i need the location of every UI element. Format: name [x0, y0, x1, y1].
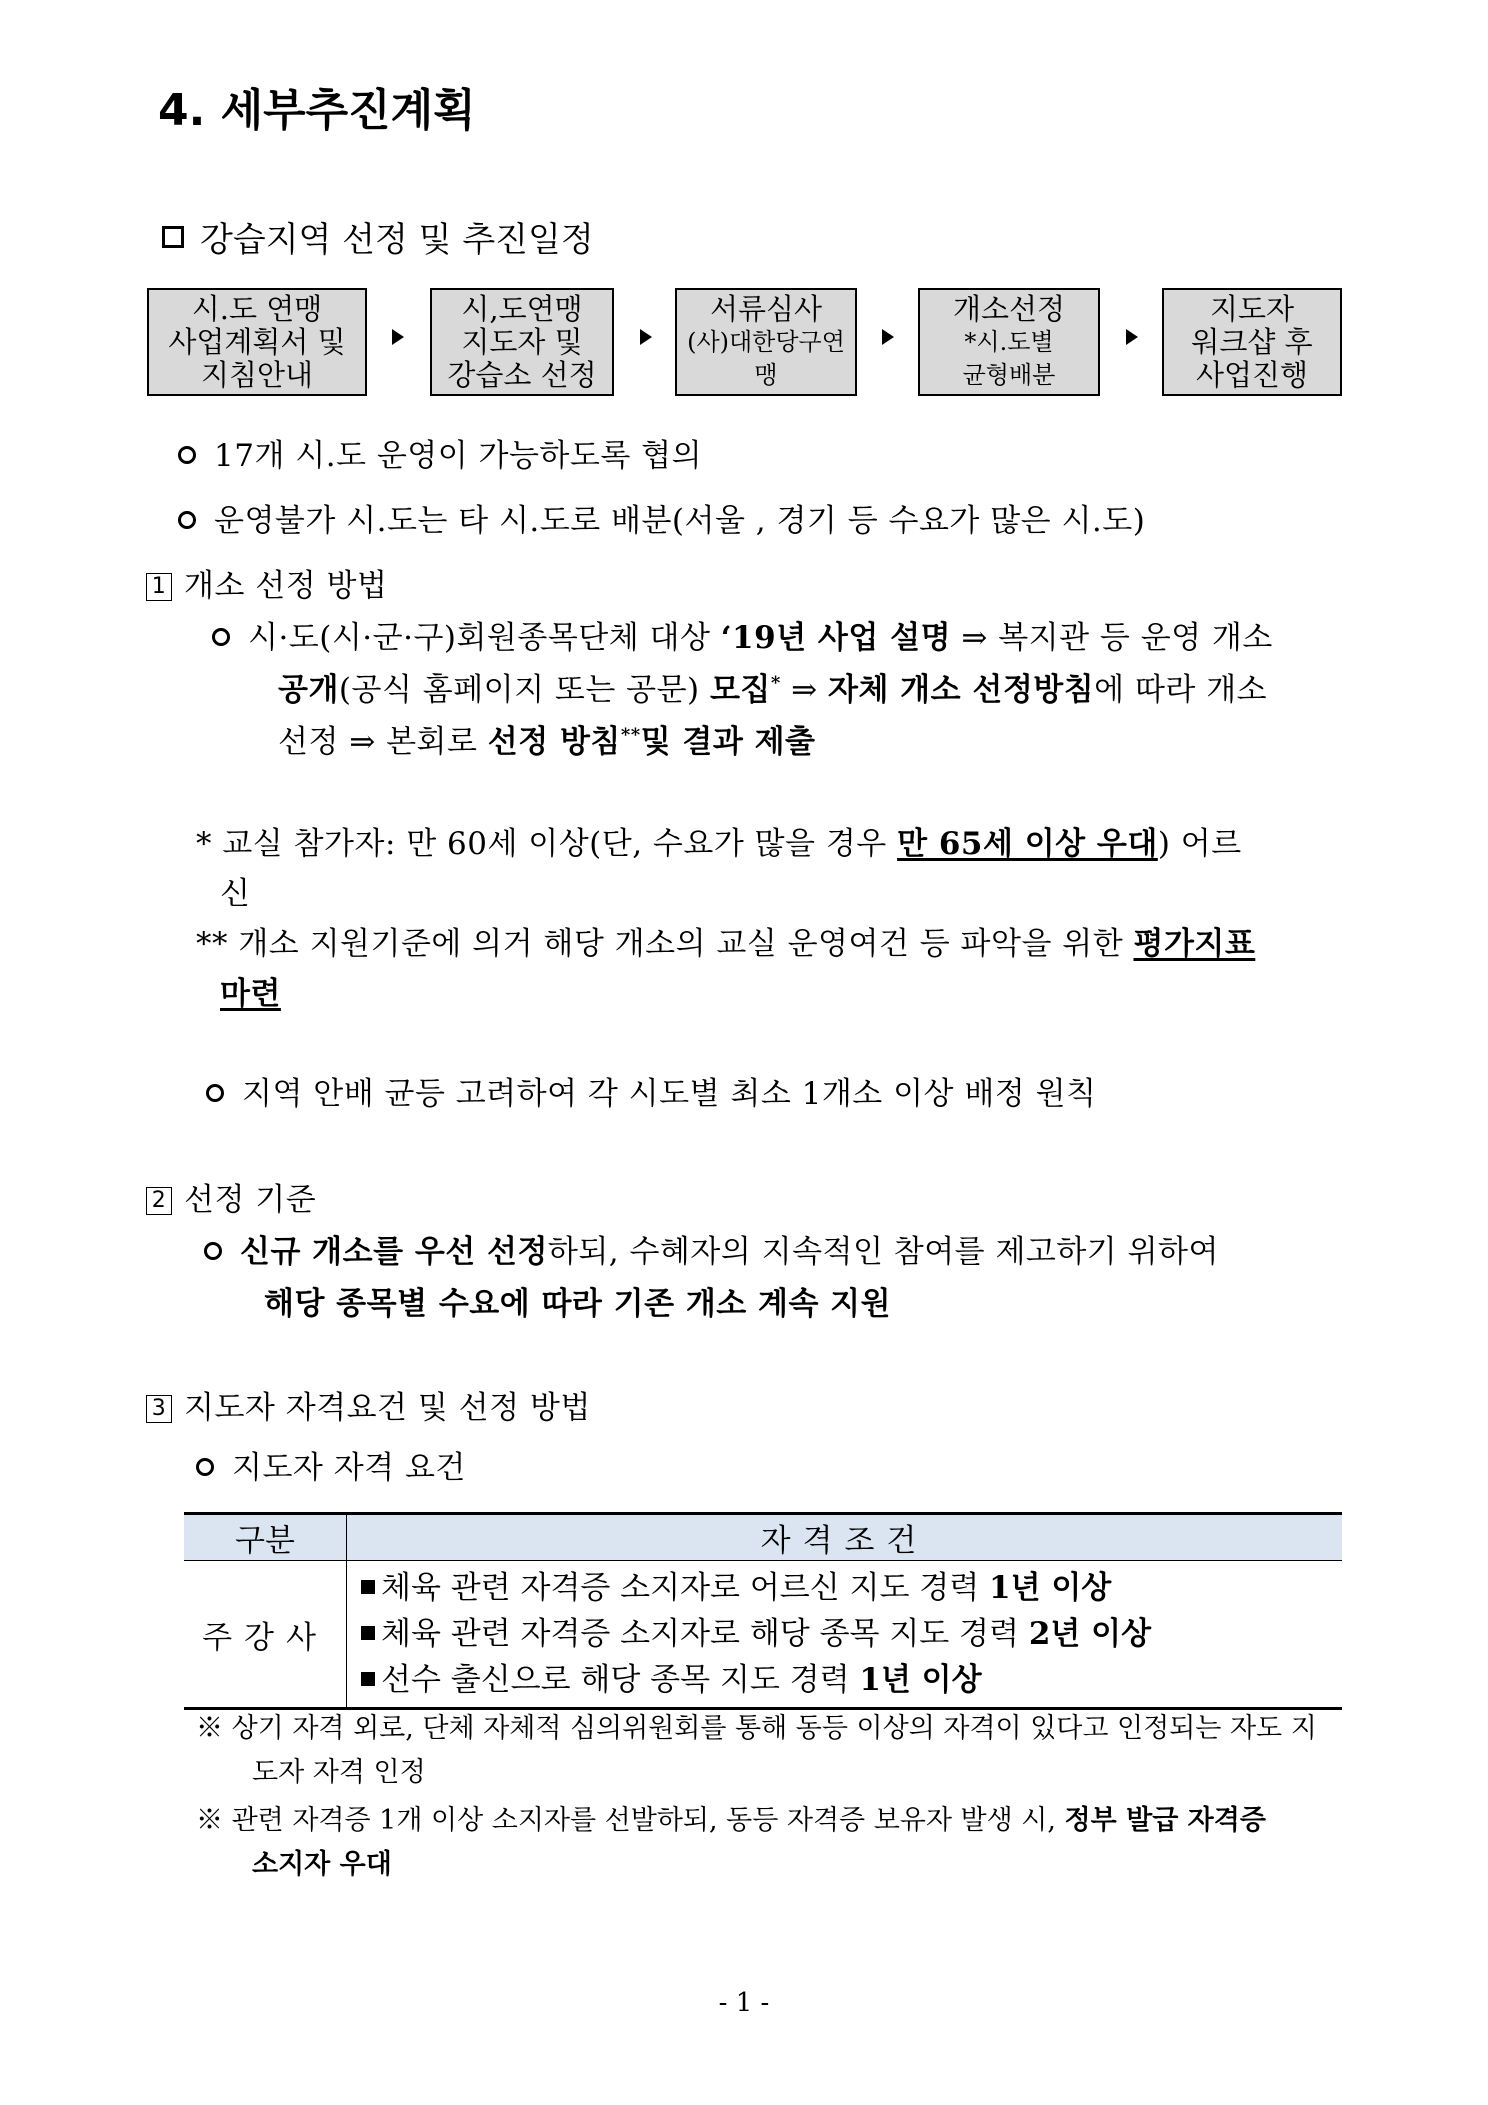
paragraph-line: 신규 개소를 우선 선정하되, 수혜자의 지속적인 참여를 제고하기 위하여	[204, 1226, 1219, 1271]
square-bullet-icon	[361, 1672, 375, 1686]
flow-step-line: 워크샵 후	[1191, 324, 1313, 359]
number-box: 2	[146, 1187, 172, 1215]
flow-step-line: 지도자 및	[461, 324, 583, 359]
arrow-right-icon	[392, 329, 404, 345]
note-line: ※ 관련 자격증 1개 이상 소지자를 선발하되, 동등 자격증 보유자 발생 시, 정부 발급 자격증	[196, 1805, 1266, 1836]
table-header-cell: 자격조건	[347, 1514, 1343, 1561]
note-line: ※ 상기 자격 외로, 단체 자체적 심의위원회를 통해 동등 이상의 자격이 있다고 인정되는 자도 지	[196, 1713, 1317, 1744]
bullet-item: 지역 안배 균등 고려하여 각 시도별 최소 1개소 이상 배정 원칙	[206, 1068, 1096, 1113]
page-title: 4. 세부추진계획	[158, 85, 476, 136]
flow-step-line: 강습소 선정	[447, 357, 597, 392]
bullet-item: 운영불가 시.도는 타 시.도로 배분(서울 , 경기 등 수요가 많은 시.도)	[178, 495, 1145, 540]
flow-step-4	[918, 288, 1100, 396]
flow-step-line: 사업진행	[1195, 357, 1309, 392]
flow-step-3	[675, 288, 857, 396]
flow-step-line: 시,도연맹	[461, 291, 583, 326]
flow-step-line: 맹	[754, 360, 778, 389]
flow-step-line: 사업계획서 및	[168, 324, 346, 359]
checkbox-square-icon	[162, 226, 184, 248]
paragraph-line: 해당 종목별 수요에 따라 기존 개소 계속 지원	[264, 1286, 892, 1322]
circle-bullet-icon	[178, 511, 196, 529]
table-row-label: 주강사	[184, 1561, 347, 1709]
table-header-cell: 구분	[184, 1514, 347, 1561]
circle-bullet-icon	[206, 1084, 224, 1102]
section-heading	[162, 212, 594, 261]
flow-step-line: 서류심사	[709, 291, 823, 326]
list-item: 체육 관련 자격증 소지자로 해당 종목 지도 경력 2년 이상	[361, 1611, 1342, 1657]
arrow-right-icon	[640, 329, 652, 345]
square-bullet-icon	[361, 1626, 375, 1640]
flow-step-line: (사)대한당구연	[687, 327, 845, 356]
footnote-line: 신	[220, 876, 251, 912]
arrow-right-icon	[882, 329, 894, 345]
subsection-heading-2: 2 선정 기준	[146, 1174, 316, 1219]
section-heading-text: 강습지역 선정 및 추진일정	[200, 220, 594, 260]
flow-step-line: 개소선정	[952, 291, 1066, 326]
table-cell	[347, 1561, 1343, 1709]
flow-step-2	[430, 288, 614, 396]
footnote-line: ** 개소 지원기준에 의거 해당 개소의 교실 운영여건 등 파악을 위한 평가지표	[196, 926, 1256, 962]
paragraph-line: 공개(공식 홈페이지 또는 공문) 모집* ⇒ 자체 개소 선정방침에 따라 개소	[278, 672, 1268, 708]
note-line: 소지자 우대	[252, 1849, 392, 1880]
flow-step-line: 지침안내	[200, 357, 314, 392]
qualification-table	[184, 1512, 1342, 1710]
paragraph-line: 선정 ⇒ 본회로 선정 방침**및 결과 제출	[278, 724, 816, 760]
list-item: 체육 관련 자격증 소지자로 어르신 지도 경력 1년 이상	[361, 1565, 1342, 1611]
table-header-row	[184, 1514, 1342, 1561]
bullet-item: 지도자 자격 요건	[196, 1442, 466, 1487]
circle-bullet-icon	[212, 628, 230, 646]
footnote-line: * 교실 참가자: 만 60세 이상(단, 수요가 많을 경우 만 65세 이상 우대) 어르	[196, 826, 1242, 862]
circle-bullet-icon	[178, 446, 196, 464]
flow-step-line: 균형배분	[962, 360, 1056, 389]
flow-step-1	[147, 288, 367, 396]
circle-bullet-icon	[196, 1458, 214, 1476]
table-row	[184, 1561, 1342, 1709]
circle-bullet-icon	[204, 1242, 222, 1260]
square-bullet-icon	[361, 1580, 375, 1594]
list-item: 선수 출신으로 해당 종목 지도 경력 1년 이상	[361, 1657, 1342, 1703]
subsection-heading-1: 1 개소 선정 방법	[146, 560, 387, 605]
note-line: 도자 자격 인정	[252, 1757, 426, 1788]
flow-step-5	[1162, 288, 1342, 396]
footnote-line: 마련	[220, 976, 281, 1012]
paragraph-line: 시·도(시·군·구)회원종목단체 대상 ‘19년 사업 설명 ⇒ 복지관 등 운영 개소	[212, 612, 1273, 657]
arrow-right-icon	[1126, 329, 1138, 345]
number-box: 3	[146, 1395, 172, 1423]
flow-step-line: 시.도 연맹	[191, 291, 323, 326]
flow-step-line: 지도자	[1209, 291, 1295, 326]
number-box: 1	[146, 573, 172, 601]
bullet-item: 17개 시.도 운영이 가능하도록 협의	[178, 430, 702, 475]
subsection-heading-3: 3 지도자 자격요건 및 선정 방법	[146, 1382, 591, 1427]
flow-step-line: *시.도별	[964, 327, 1054, 356]
page-number: - 1 -	[718, 1988, 770, 2018]
